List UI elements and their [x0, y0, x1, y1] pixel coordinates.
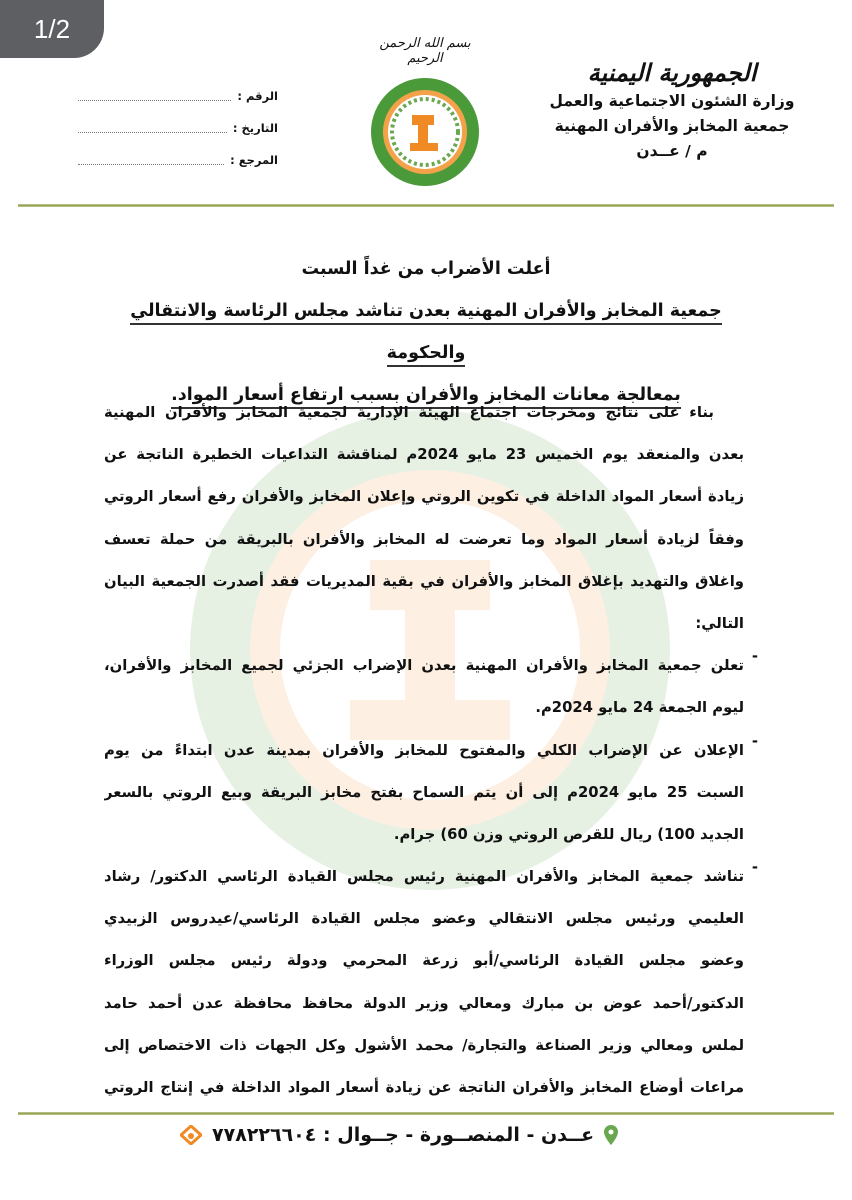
- body-line: الجديد 100) ريال للقرص الروتي وزن 60) جرام.: [393, 825, 744, 843]
- association-name: جمعية المخابز والأفران المهنية: [554, 117, 790, 135]
- body-line: الدكتور/أحمد عوض بن مبارك ومعالي وزير الدولة محافظ محافظة عدن أحمد حامد: [104, 994, 744, 1012]
- body-line: وعضو مجلس القيادة الرئاسي/أبو زرعة المحرمي ودولة رئيس مجلس الوزراء: [104, 952, 744, 970]
- body-line: لملس ومعالي وزير الصناعة والتجارة/ محمد الأشول وكل الجهات ذات الاختصاص إلى: [104, 1036, 744, 1054]
- body-line: بناء على نتائج ومخرجات اجتماع الهيئة الإدارية لجمعية المخابز والأفران المهنية: [104, 404, 714, 421]
- reference-field: [78, 144, 278, 176]
- bullet-marker: -: [751, 732, 758, 750]
- republic-name: الجمهورية اليمنية: [587, 58, 757, 87]
- letterhead-org: [542, 58, 802, 164]
- number-label: الرقم :: [237, 89, 278, 103]
- body-line: التالي:: [695, 614, 744, 632]
- date-field: [78, 112, 278, 144]
- body-line: زيادة أسعار المواد الداخلة في تكوين الروتي وإعلان المخابز والأفران رفع أسعار الروتي: [104, 488, 744, 506]
- body-line: ليوم الجمعة 24 مايو 2024م.: [535, 699, 744, 717]
- body-line: واغلاق والتهديد بإغلاق المخابز والأفران في بقية المديريات فقد أصدرت الجمعية البيان: [104, 572, 744, 590]
- branch-name: م / عــدن: [636, 142, 708, 160]
- reference-label: المرجع :: [230, 153, 278, 167]
- bullet-full-strike: [104, 732, 758, 860]
- basmala: بسم الله الرحمن الرحيم: [379, 36, 471, 66]
- bullet-appeal: [104, 859, 758, 1112]
- body-line: بعدن والمنعقد يوم الخميس 23 مايو 2024م لمناقشة التداعيات الخطيرة الناتجة عن: [104, 446, 744, 464]
- bullet-marker: -: [751, 648, 758, 666]
- bullet-marker: -: [751, 859, 758, 877]
- body-line: العليمي ورئيس مجلس الانتقالي وعضو مجلس القيادة الرئاسي/عيدروس الزبيدي: [104, 910, 744, 928]
- footer-divider: [18, 1112, 834, 1115]
- announcement-titles: [90, 248, 762, 416]
- date-label: التاريخ :: [232, 121, 278, 135]
- ministry-name: وزارة الشئون الاجتماعية والعمل: [549, 92, 795, 110]
- body-line: مراعات أوضاع المخابز والأفران الناتجة عن زيادة أسعار المواد الداخلة في إنتاج الروتي: [104, 1079, 744, 1096]
- footer-contact: [180, 1124, 618, 1146]
- association-logo: [370, 75, 480, 190]
- reference-fields: [78, 80, 278, 176]
- page-indicator: 1/2: [0, 0, 104, 58]
- subheadline-1: جمعية المخابز والأفران المهنية بعدن تناشد مجلس الرئاسة والانتقالي والحكومة: [130, 301, 722, 367]
- phone-icon: [180, 1125, 202, 1145]
- body-line: تناشد جمعية المخابز والأفران المهنية رئيس مجلس القيادة الرئاسي الدكتور/ رشاد: [104, 868, 744, 886]
- body-line: وفقاً لزيادة أسعار المواد وما تعرضت له المخابز والأفران بالبريقة من حملة تعسف: [104, 530, 744, 548]
- subheadline-2: بمعالجة معانات المخابز والأفران بسبب ارتفاع أسعار المواد.: [171, 385, 681, 409]
- header-divider: [18, 204, 834, 207]
- body-line: الإعلان عن الإضراب الكلي والمفتوح للمخابز والأفران بمدينة عدن ابتداءً من يوم: [104, 741, 744, 759]
- location-pin-icon: [604, 1125, 618, 1145]
- headline: أعلت الأضراب من غداً السبت: [301, 259, 551, 279]
- number-field: [78, 80, 278, 112]
- body-line: تعلن جمعية المخابز والأفران المهنية بعدن الإضراب الجزئي لجميع المخابز والأفران،: [104, 657, 744, 675]
- letter-body: [104, 395, 758, 1112]
- bullet-partial-strike: [104, 648, 758, 732]
- body-line: السبت 25 مايو 2024م إلى أن يتم السماح بفتح مخابز البريقة وبيع الروتي بالسعر: [104, 783, 744, 801]
- footer-address: عــدن - المنصــورة - جــوال : ٧٧٨٢٢٦٦٠٤: [212, 1124, 595, 1146]
